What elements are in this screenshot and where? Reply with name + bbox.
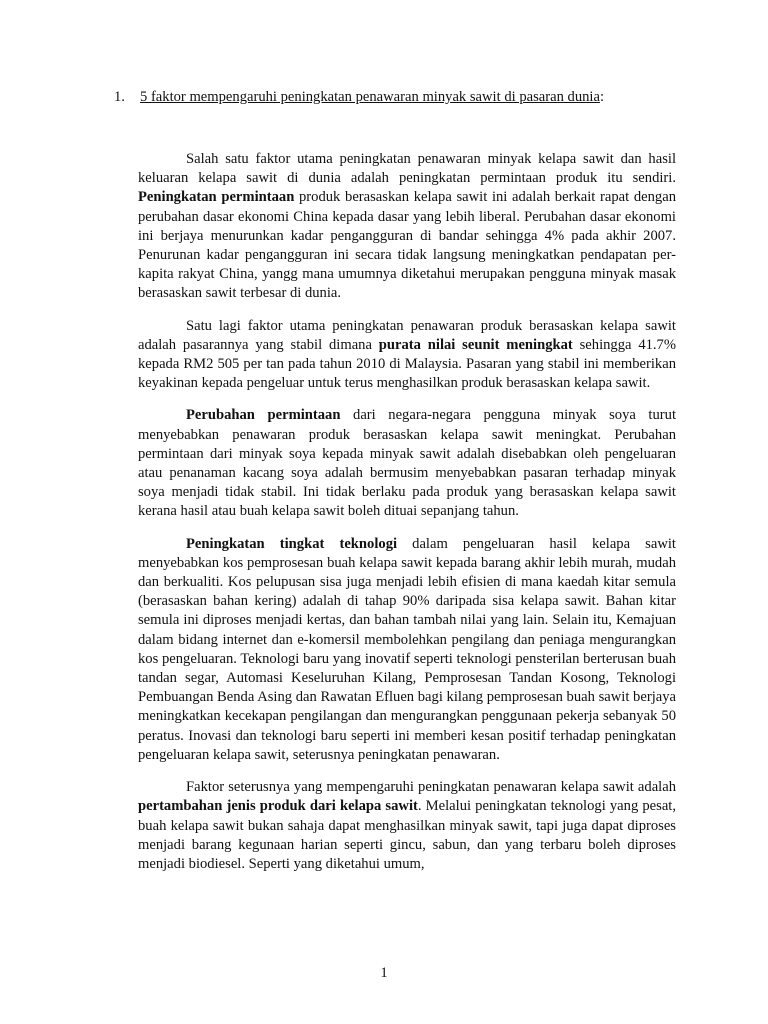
paragraph-1 [138,150,676,304]
body-content [138,150,676,887]
bold-phrase: pertambahan jenis produk dari kelapa sawit [138,798,418,815]
paragraph-3 [138,406,676,521]
bold-phrase: Perubahan permintaan [186,407,341,424]
section-heading [114,88,674,107]
paragraph-text: dari negara-negara pengguna minyak soya turut menyebabkan penawaran produk berasaskan kelapa sawit meningkat. Perubahan permintaan dari minyak soya kepada minyak sawit adalah disebabkan oleh pengeluaran atau penanaman kacang soya adalah bermusim menyebabkan pasaran terhadap minyak soya menjadi tidak stabil. Ini tidak berlaku pada produk yang berasaskan kelapa sawit kerana hasil atau buah kelapa sawit boleh dituai sepanjang tahun. [138,407,676,520]
bold-phrase: Peningkatan tingkat teknologi [186,535,398,552]
bold-phrase: purata nilai seunit meningkat [378,336,573,353]
paragraph-4 [138,535,676,765]
paragraph-text: Salah satu faktor utama peningkatan penawaran minyak kelapa sawit dan hasil keluaran kelapa sawit di dunia adalah peningkatan permintaan produk itu sendiri. [138,151,676,187]
paragraph-text: Faktor seterusnya yang mempengaruhi peningkatan penawaran kelapa sawit adalah [186,779,676,796]
bold-phrase: Peningkatan permintaan [138,189,295,206]
page-number: 1 [380,965,388,981]
heading-number: 1. [114,89,125,105]
paragraph-text: dalam pengeluaran hasil kelapa sawit menyebabkan kos pemprosesan buah kelapa sawit kepada barang akhir lebih murah, mudah dan berkualiti. Kos pelupusan sisa juga menjadi lebih efisien di mana kaedah kitar semula (berasaskan bahan kering) adalah di tahap 90% daripada sisa kelapa sawit. Bahan kitar semula ini diproses menjadi kertas, dan bahan tambah nilai yang lain. Selain itu, Kemajuan dalam bidang internet dan e-komersil membolehkan pengilang dan peniaga mengurangkan kos pengeluaran. Teknologi baru yang inovatif seperti teknologi pensterilan berterusan buah tandan segar, Automasi Keseluruhan Kilang, Pemprosesan Tandan Kosong, Teknologi Pembuangan Benda Asing dan Rawatan Efluen bagi kilang pemprosesan buah sawit berjaya meningkatkan kecekapan pengilangan dan mengurangkan penggunaan pekerja sebanyak 50 peratus. Inovasi dan teknologi baru seperti ini memberi kesan positif terhadap peningkatan pengeluaran kelapa sawit, seterusnya peningkatan penawaran. [138,535,676,763]
paragraph-text: sehingga 41.7% kepada RM2 505 per tan pada tahun 2010 di Malaysia. Pasaran yang stabil ini memberikan keyakinan kepada pengeluar untuk terus menghasilkan produk berasaskan kelapa sawit. [138,336,677,392]
paragraph-text: . Melalui peningkatan teknologi yang pesat, buah kelapa sawit bukan sahaja dapat menghasilkan minyak sawit, tapi juga dapat diproses menjadi barang kegunaan harian seperti gincu, sabun, dan yang terbaru boleh diproses menjadi biodiesel. Seperti yang diketahui umum, [138,798,677,872]
paragraph-text: produk berasaskan kelapa sawit ini adalah berkait rapat dengan perubahan dasar ekonomi China kepada dasar yang lebih liberal. Perubahan dasar ekonomi ini berjaya menurunkan kadar pengangguran di bandar sehingga 4% pada akhir 2007. Penurunan kadar pengangguran ini secara tidak langsung meningkatkan pendapatan per-kapita rakyat China, yangg mana umumnya diketahui merupakan pengguna minyak masak berasaskan sawit terbesar di dunia. [138,189,676,302]
paragraph-5 [138,778,676,874]
paragraph-text: Satu lagi faktor utama peningkatan penawaran produk berasaskan kelapa sawit adalah pasarannya yang stabil dimana [138,317,676,353]
heading-title: 5 faktor mempengaruhi peningkatan penawaran minyak sawit di pasaran dunia [140,89,600,105]
paragraph-2 [138,317,676,394]
heading-text [140,88,604,107]
heading-colon: : [599,89,605,105]
page-footer [0,964,768,983]
